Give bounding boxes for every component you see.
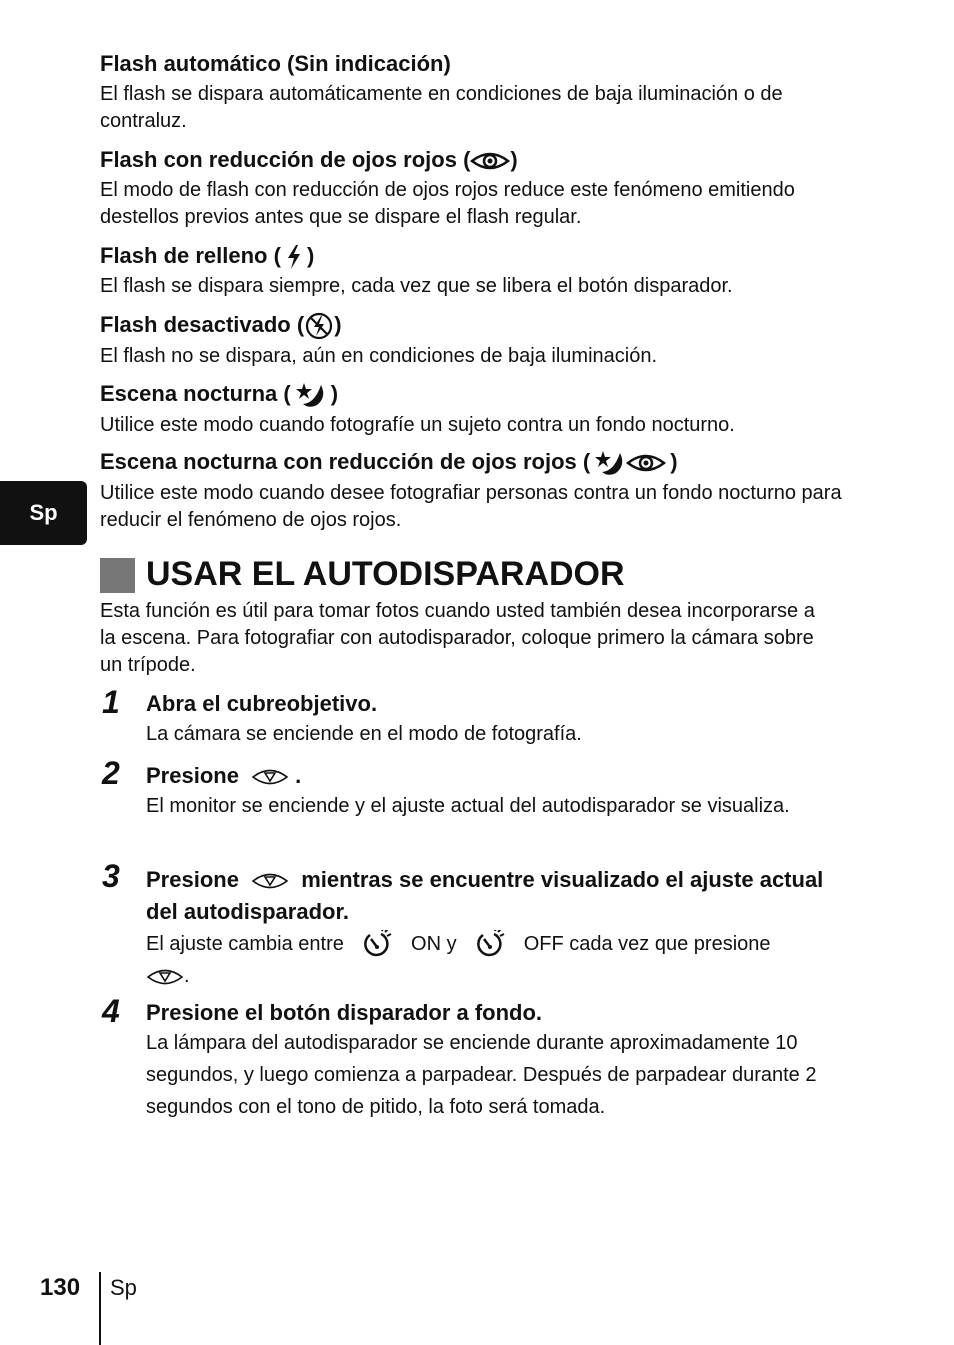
step-4 [146,999,856,1123]
mode-description: El flash se dispara siempre, cada vez que se libera el botón disparador. [100,275,733,298]
page-number: 130 [40,1274,81,1301]
mode-description: El modo de flash con reducción de ojos rojos reduce este fenómeno emitiendo destellos previos antes que se dispare el flash regular. [100,179,795,229]
mode-title: Flash desactivado ( [100,312,305,337]
mode-red-eye [100,146,860,231]
mode-night-scene-red-eye [100,448,860,534]
step-title-end: . [295,763,302,788]
step-description: El ajuste cambia entre [146,933,344,955]
mode-night-scene [100,380,860,439]
heading-square-icon [100,558,135,593]
step-number: 2 [102,755,120,791]
sentence-end: . [184,965,190,987]
section-title: USAR EL AUTODISPARADOR [146,555,625,593]
timer-on-label: ON y [411,933,457,955]
down-button-icon [146,966,184,988]
step-description: El monitor se enciende y el ajuste actual del autodisparador se visualiza. [146,795,790,817]
timer-off-label: OFF cada vez que presione [523,933,771,955]
night-scene-icon [594,449,626,477]
mode-description: El flash no se dispara, aún en condiciones de baja iluminación. [100,345,658,368]
mode-title: Flash de relleno ( [100,243,281,268]
mode-title-suffix: ) [330,381,339,406]
step-number: 1 [102,684,120,720]
mode-flash-off [100,311,860,370]
mode-title-suffix: ) [306,243,315,268]
language-side-tab: Sp [0,481,87,545]
step-title: Presione [146,763,239,788]
mode-description: Utilice este modo cuando desee fotografiar personas contra un fondo nocturno para reducir el fenómeno de ojos rojos. [100,482,842,532]
red-eye-icon [626,450,666,476]
step-title-cont: mientras se encuentre visualizado el ajuste actual del autodisparador. [146,867,824,924]
step-description: La lámpara del autodisparador se enciende durante aproximadamente 10 segundos, y luego comienza a parpadear. Después de parpadear durante 2 segundos con el tono de pitido, la foto será tomada. [146,1032,817,1118]
mode-fill-flash [100,242,860,300]
mode-description: Utilice este modo cuando fotografíe un sujeto contra un fondo nocturno. [100,414,735,437]
step-title: Presione [146,867,239,892]
night-scene-icon [295,381,327,409]
red-eye-icon [470,148,510,174]
mode-title: Escena nocturna con reducción de ojos rojos ( [100,449,591,474]
self-timer-icon [474,930,506,960]
mode-title-suffix: ) [510,147,518,172]
step-title: Presione el botón disparador a fondo. [146,1000,543,1025]
step-2 [146,762,856,822]
down-button-icon [251,766,289,788]
step-3 [146,864,856,992]
mode-title-suffix: ) [334,312,342,337]
section-intro: Esta función es útil para tomar fotos cuando usted también desea incorporarse a la escena. Para fotografiar con autodisparador, coloque primero la cámara sobre un trípode. [100,600,815,676]
step-1 [146,690,856,750]
step-title: Abra el cubreobjetivo. [146,691,378,716]
footer-divider [99,1272,101,1345]
mode-title: Flash con reducción de ojos rojos ( [100,147,471,172]
fill-flash-icon [285,244,303,270]
down-button-icon [251,870,289,892]
step-description: La cámara se enciende en el modo de fotografía. [146,723,582,745]
mode-title: Escena nocturna ( [100,381,291,406]
mode-description: El flash se dispara automáticamente en condiciones de baja iluminación o de contraluz. [100,83,783,132]
mode-title: Flash automático (Sin indicación) [100,51,451,76]
mode-title-suffix: ) [670,449,678,474]
step-number: 3 [102,858,120,894]
footer-language: Sp [110,1275,137,1300]
flash-off-icon [304,312,334,340]
self-timer-icon [361,930,393,960]
step-number: 4 [102,993,120,1029]
mode-auto-flash [100,50,860,135]
